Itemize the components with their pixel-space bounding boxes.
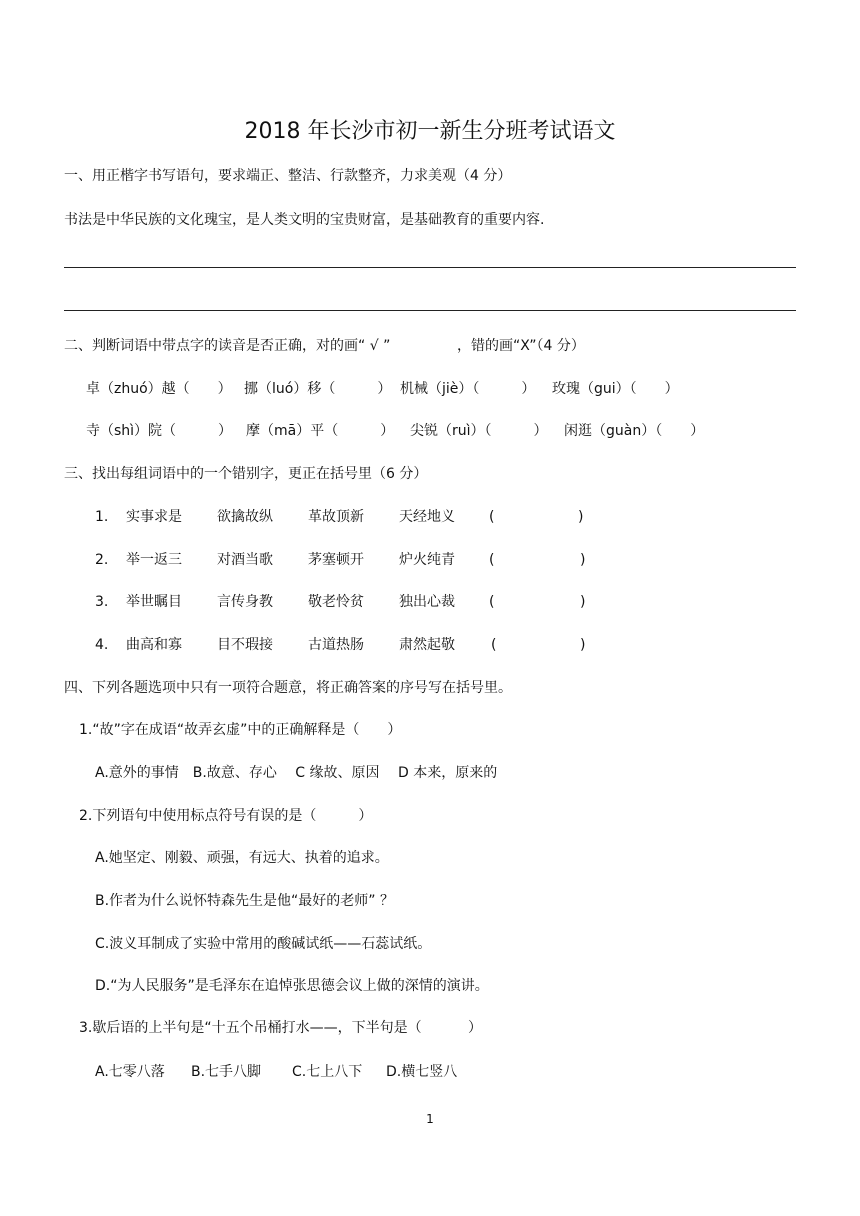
idiom: 独出心裁 [399, 594, 455, 610]
section-2-heading-part-b: ，错的画“X”（4 分） [457, 338, 585, 354]
question-1: 1.“故”字在成语“故弄玄虚”中的正确解释是（ ） [79, 722, 402, 738]
answer-bracket-close: ) [580, 594, 586, 610]
page-number: 1 [426, 1112, 434, 1126]
section-2-heading-part-a: 二、判断词语中带点字的读音是否正确，对的画“ √ ” [64, 338, 391, 354]
idiom: 茅塞顿开 [308, 552, 364, 568]
question-2: 2.下列语句中使用标点符号有误的是（ ） [79, 808, 373, 824]
question-1-options: A.意外的事情 B.故意、存心 C 缘故、原因 D 本来，原来的 [95, 765, 498, 781]
idiom: 肃然起敬 [399, 637, 455, 653]
answer-bracket-open: ( [489, 594, 495, 610]
idiom: 革故顶新 [308, 509, 364, 525]
section-1-heading: 一、用正楷字书写语句，要求端正、整洁、行款整齐，力求美观（4 分） [64, 168, 512, 184]
idiom: 敬老怜贫 [308, 594, 364, 610]
question-3-option: C.七上八下 [292, 1064, 363, 1080]
section-4-heading: 四、下列各题选项中只有一项符合题意，将正确答案的序号写在括号里。 [64, 680, 512, 696]
pinyin-item: 尖锐（ruì）（ ） [410, 423, 548, 439]
writing-line-2 [64, 310, 796, 311]
answer-bracket-close: ) [580, 637, 586, 653]
idiom: 欲擒故纵 [217, 509, 273, 525]
section-3-heading: 三、找出每组词语中的一个错别字，更正在括号里（6 分） [64, 466, 428, 482]
idiom: 炉火纯青 [399, 552, 455, 568]
pinyin-item: 挪（luó）移（ ） [244, 381, 392, 397]
page-title: 2018 年长沙市初一新生分班考试语文 [244, 119, 616, 144]
pinyin-item: 寺（shì）院（ ） [86, 423, 233, 439]
idiom: 天经地义 [399, 509, 455, 525]
idiom: 举一返三 [126, 552, 182, 568]
pinyin-item: 卓（zhuó）越（ ） [86, 381, 232, 397]
row-number: 1. [95, 509, 109, 525]
idiom: 实事求是 [126, 509, 182, 525]
answer-bracket-open: ( [489, 509, 495, 525]
question-2-option-c: C.波义耳制成了实验中常用的酸碱试纸——石蕊试纸。 [95, 936, 432, 952]
idiom: 对酒当歌 [217, 552, 273, 568]
question-3-option: B.七手八脚 [191, 1064, 262, 1080]
question-2-option-b: B.作者为什么说怀特森先生是他“最好的老师” ？ [95, 893, 395, 909]
section-1-sentence: 书法是中华民族的文化瑰宝，是人类文明的宝贵财富，是基础教育的重要内容. [64, 212, 545, 228]
question-2-option-a: A.她坚定、刚毅、顽强，有远大、执着的追求。 [95, 850, 389, 866]
idiom: 古道热肠 [308, 637, 364, 653]
question-3: 3.歇后语的上半句是“十五个吊桶打水——，下半句是（ ） [79, 1020, 483, 1036]
question-3-option: A.七零八落 [95, 1064, 165, 1080]
row-number: 3. [95, 594, 109, 610]
idiom: 言传身教 [217, 594, 273, 610]
answer-bracket-close: ) [580, 552, 586, 568]
pinyin-item: 机械（jiè）（ ） [400, 381, 536, 397]
pinyin-item: 摩（mā）平（ ） [246, 423, 395, 439]
row-number: 4. [95, 637, 109, 653]
answer-bracket-close: ) [578, 509, 584, 525]
idiom: 曲高和寡 [126, 637, 182, 653]
writing-line-1 [64, 267, 796, 268]
row-number: 2. [95, 552, 109, 568]
answer-bracket-open: ( [489, 552, 495, 568]
pinyin-item: 玫瑰（gui）（ ） [552, 381, 679, 397]
answer-bracket-open: ( [491, 637, 497, 653]
question-3-option: D.横七竖八 [386, 1064, 458, 1080]
question-2-option-d: D.“为人民服务”是毛泽东在追悼张思德会议上做的深情的演讲。 [95, 978, 489, 994]
pinyin-item: 闲逛（guàn）（ ） [564, 423, 705, 439]
idiom: 举世瞩目 [126, 594, 182, 610]
idiom: 目不瑕接 [217, 637, 273, 653]
